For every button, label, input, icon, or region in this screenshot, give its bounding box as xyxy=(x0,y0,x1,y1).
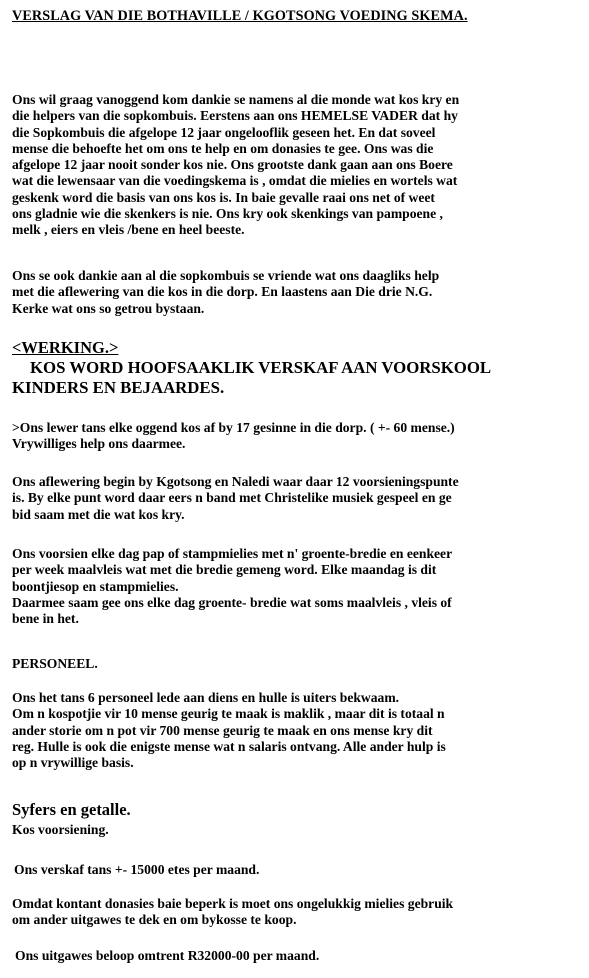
personeel-line: reg. Hulle is ook die enigste mense wat n salaris ontvang. Alle ander hulp is xyxy=(12,738,446,754)
kos-voorsiening-heading: Kos voorsiening. xyxy=(12,822,109,837)
personeel-heading: PERSONEEL. xyxy=(12,656,98,671)
intro-line: geskenk word die basis van ons kos is. In baie gevalle raai ons net of weet xyxy=(12,189,435,205)
menu-line: per week maalvleis wat met die bredie gemeng word. Elke maandag is dit xyxy=(12,562,437,578)
intro-line: mense die behoefte het om ons te help en om donasies te gee. Ons was die xyxy=(12,140,434,156)
delivery-points-paragraph xyxy=(12,474,577,523)
menu-line: bene in het. xyxy=(12,611,79,627)
delivery-points-line: bid saam met die wat kos kry. xyxy=(12,506,185,522)
menu-line: Daarmee saam gee ons elke dag groente- bredie wat soms maalvleis , vleis of xyxy=(12,594,452,610)
document-title: VERSLAG VAN DIE BOTHAVILLE / KGOTSONG VOEDING SKEMA. xyxy=(12,8,468,24)
thanks-line: Ons se ook dankie aan al die sopkombuis se vriende wat ons daagliks help xyxy=(12,268,440,283)
menu-line: boontjiesop en stampmielies. xyxy=(12,578,179,594)
werking-subheading-line: KINDERS EN BEJAARDES. xyxy=(12,378,225,397)
intro-line: die Sopkombuis die afgelope 12 jaar ongelooflik geseen het. En dat soveel xyxy=(12,124,436,140)
personeel-paragraph xyxy=(12,690,577,771)
thanks-paragraph xyxy=(12,268,577,317)
syfers-heading: Syfers en getalle. xyxy=(12,800,131,819)
intro-line: ons gladnie wie die skenkers is nie. Ons kry ook skenkings van pampoene , xyxy=(12,206,443,222)
werking-heading: <WERKING.> xyxy=(12,338,119,357)
werking-subheading-line: KOS WORD HOOFSAAKLIK VERSKAF AAN VOORSKOOL xyxy=(30,358,492,377)
delivery-families-line: Vrywilliges help ons daarmee. xyxy=(12,436,186,452)
donations-line: Omdat kontant donasies baie beperk is moet ons ongelukkig mielies gebruik xyxy=(12,896,454,911)
intro-line: Ons wil graag vanoggend kom dankie se namens al die monde wat kos kry en xyxy=(12,92,460,107)
donations-line: om ander uitgawes te dek en om bykosse te koop. xyxy=(12,912,297,928)
delivery-points-line: is. By elke punt word daar eers n band met Christelike musiek gespeel en ge xyxy=(12,490,452,506)
intro-paragraph xyxy=(12,92,577,239)
intro-line: afgelope 12 jaar nooit sonder kos nie. Ons grootste dank gaan aan ons Boere xyxy=(12,157,453,173)
delivery-points-line: Ons aflewering begin by Kgotsong en Naledi waar daar 12 voorsieningspunte xyxy=(12,474,459,489)
intro-line: wat die lewensaar van die voedingskema is , omdat die mielies en wortels wat xyxy=(12,173,458,189)
menu-paragraph xyxy=(12,546,577,627)
delivery-families-line: >Ons lewer tans elke oggend kos af by 17 gesinne in die dorp. ( +- 60 mense.) xyxy=(12,420,455,435)
etes-line: Ons verskaf tans +- 15000 etes per maand. xyxy=(14,862,260,877)
personeel-line: Om n kospotjie vir 10 mense geurig te maak is maklik , maar dit is totaal n xyxy=(12,706,445,722)
expenses-line: Ons uitgawes beloop omtrent R32000-00 per maand. xyxy=(15,948,320,963)
werking-subheading xyxy=(12,358,491,398)
thanks-line: Kerke wat ons so getrou bystaan. xyxy=(12,300,205,316)
menu-line: Ons voorsien elke dag pap of stampmielies met n' groente-bredie en eenkeer xyxy=(12,546,453,561)
thanks-line: met die aflewering van die kos in die dorp. En laastens aan Die drie N.G. xyxy=(12,284,433,300)
personeel-line: ander storie om n pot vir 700 mense geurig te maak en ons mense kry dit xyxy=(12,722,433,738)
delivery-families-paragraph xyxy=(12,420,577,453)
intro-line: die helpers van die sopkombuis. Eerstens aan ons HEMELSE VADER dat hy xyxy=(12,108,458,124)
personeel-line: Ons het tans 6 personeel lede aan diens en hulle is uiters bekwaam. xyxy=(12,690,400,705)
donations-paragraph xyxy=(12,896,577,929)
personeel-line: op n vrywillige basis. xyxy=(12,755,134,771)
intro-line: melk , eiers en vleis /bene en heel beeste. xyxy=(12,222,245,238)
